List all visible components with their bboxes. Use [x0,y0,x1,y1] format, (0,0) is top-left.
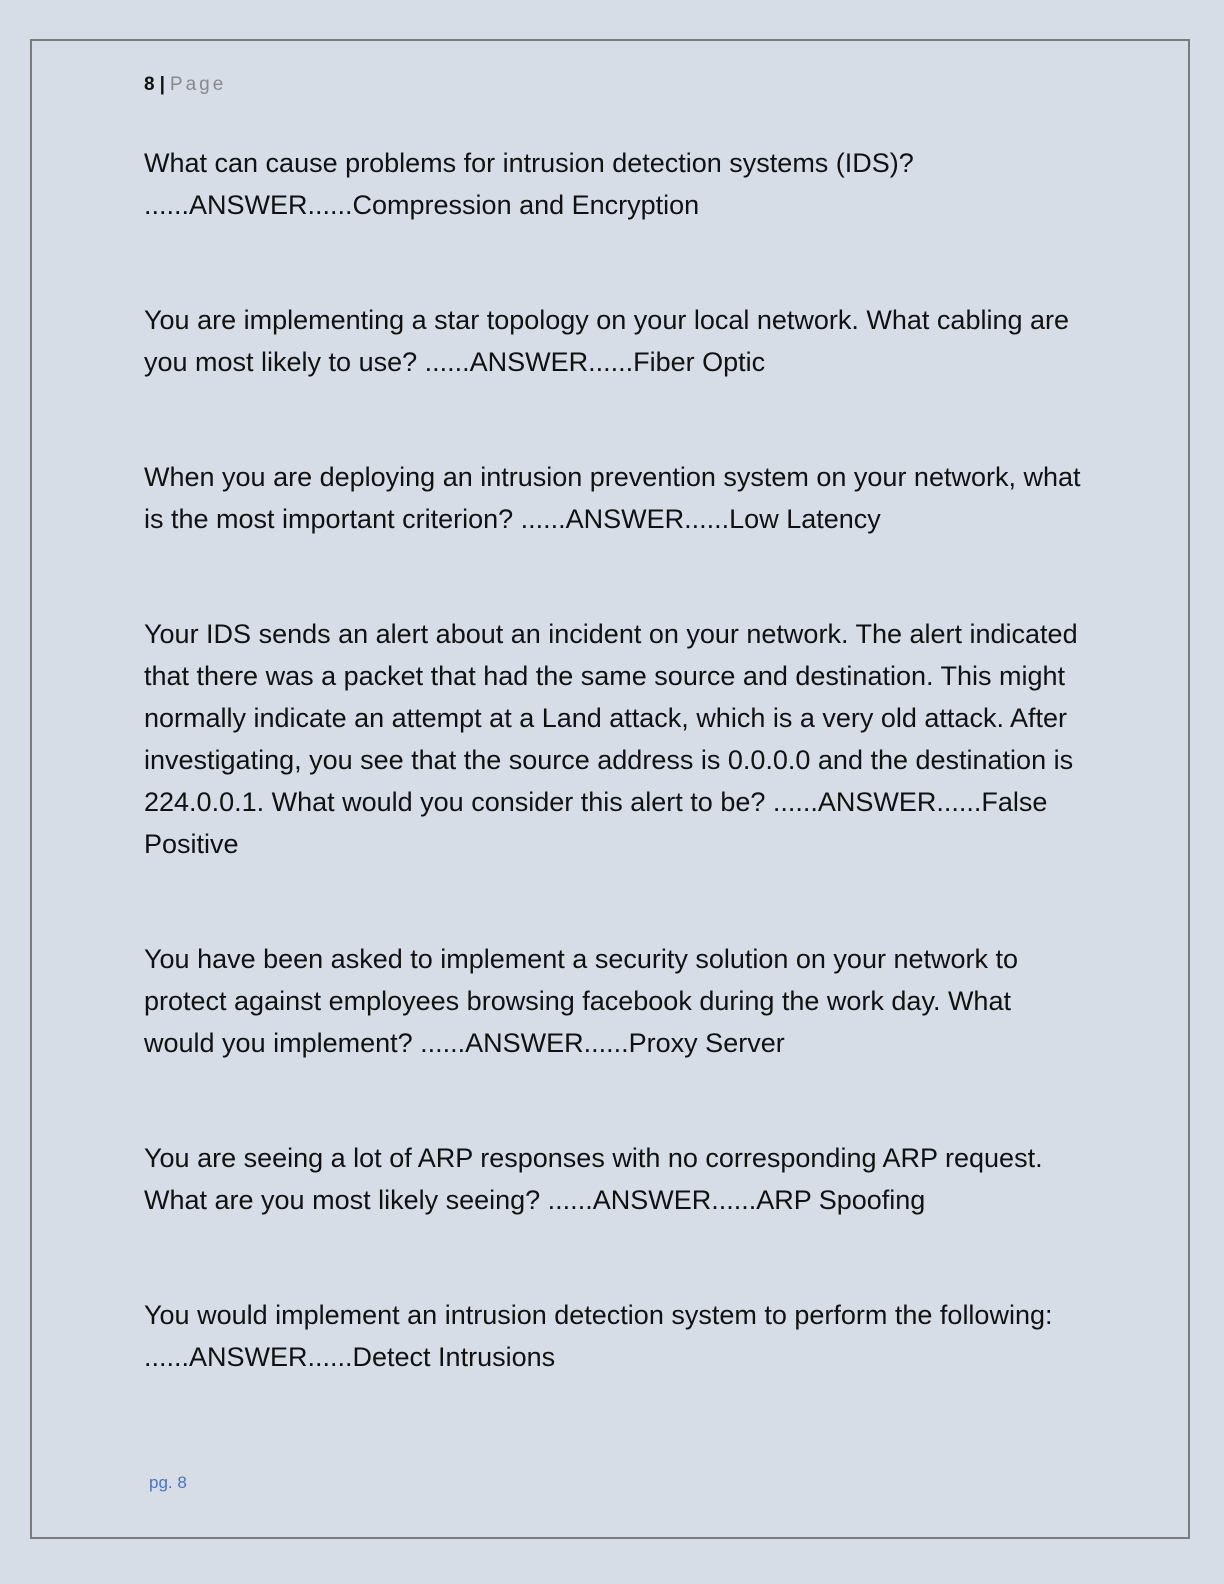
header-page-number: 8 [144,74,156,95]
qa-item-6: You are seeing a lot of ARP responses with no corresponding ARP request. What are you most likely seeing? ......ANSWER......ARP Spoofing [144,1143,1043,1215]
header-separator: | [159,74,166,95]
page-footer: pg. 8 [149,1473,187,1492]
qa-item-5: You have been asked to implement a security solution on your network to protect against employees browsing facebook during the work day. What would you implement? ......ANSWER......Proxy Server [144,944,1019,1058]
header-page-word: Page [169,74,227,95]
qa-item-2: You are implementing a star topology on your local network. What cabling are you most likely to use? ......ANSWER......Fiber Optic [144,305,1070,377]
qa-item-3: When you are deploying an intrusion prevention system on your network, what is the most important criterion? ......ANSWER......Low Latency [144,462,1081,534]
qa-item-4: Your IDS sends an alert about an incident on your network. The alert indicated that there was a packet that had the same source and destination. This might normally indicate an attempt at a Land attack, which is a very old attack. After investigating, you see that the source address is 0.0.0.0 and the destination is 224.0.0.1. What would you consider this alert to be? ......ANSWER......False Positive [144,619,1078,859]
page-header [144,74,226,96]
document-body [144,142,1084,1378]
qa-item-1: What can cause problems for intrusion detection systems (IDS)? ......ANSWER......Compression and Encryption [144,148,914,220]
qa-item-7: You would implement an intrusion detection system to perform the following: ......ANSWER......Detect Intrusions [144,1300,1053,1372]
